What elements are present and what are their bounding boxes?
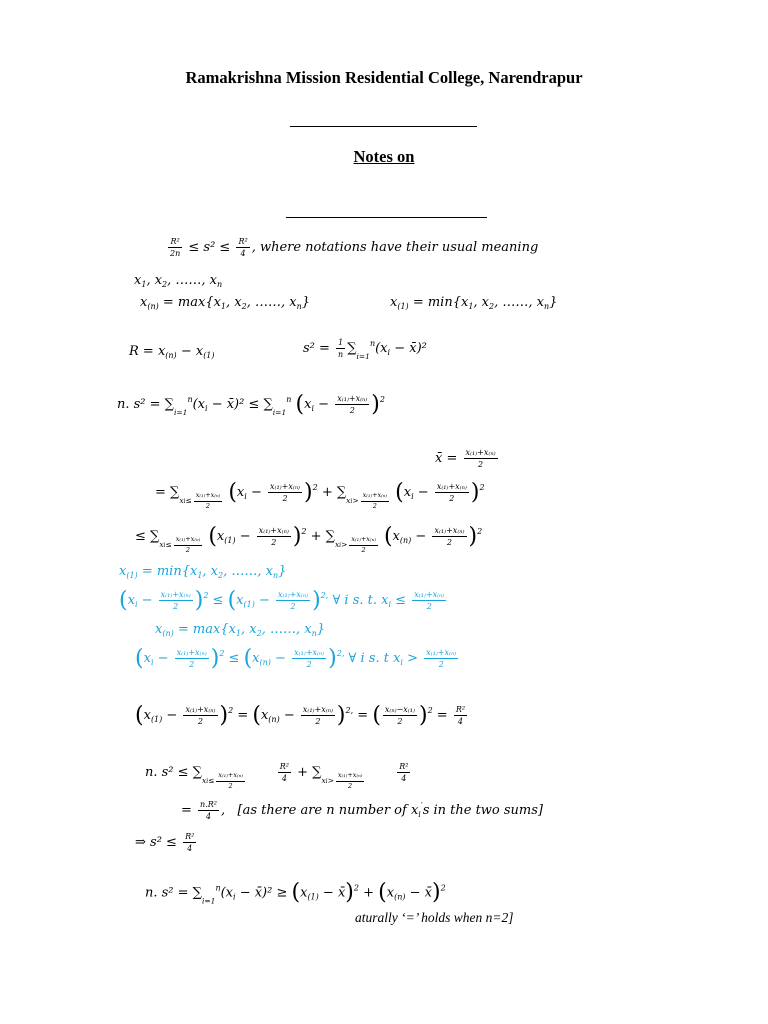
equation-conclusion: ⇒ s² ≤ $\frac{\text{R²}}{4}$	[135, 832, 195, 854]
equation-n-sums: = $\frac{\text{n.R²}}{4}$ , [as there are n number of $x_i's$ in the two sums]	[181, 800, 544, 822]
closing-note: aturally ‘=’ holds when n=2]	[355, 910, 514, 925]
divider-bottom	[286, 217, 487, 218]
equation-tail-text: , where notations have their usual meaning	[251, 240, 539, 256]
equation-split-sum: = $\sum_{xi\le \frac{\text{x₍₁₎+x₍ₙ₎}}{2}}$ ($x_i$ − $\frac{\text{x₍₁₎+x₍ₙ₎}}{2}$ )$^2 + \sum_{xi> \frac{\text{x₍₁₎+x₍ₙ₎}}{2}}$ ($x_i$ − $\frac{\text{x₍₁₎+x₍ₙ₎}}{2}$ )$^2$	[155, 479, 485, 510]
equation-variance: s² = $\frac{1}{n}$ $\sum_{i=1}^n(x_i$ − x̄)²	[303, 338, 427, 362]
equation-sample: $x_1$, $x_2$, ……, $x_n$	[134, 273, 223, 289]
equation-ns2: n. $s^2 = \sum_{i=1}^n(x_i$ − x̄)² ≤ $\sum_{i=1}^n$ ($x_i$ − $\frac{\text{x₍₁₎+x₍ₙ₎}}{2}$ )$^2$	[117, 391, 385, 418]
notes-heading: Notes on	[353, 147, 415, 166]
equation-lower-bound: n. $s^2 = \sum_{i=1}^n(x_i$ − x̄)² ≥ ($x_{(1)}$ − x̄)$^2$ + ($x_{(n)}$ − x̄)$^2$	[145, 880, 446, 906]
college-title: Ramakrishna Mission Residential College, Narendrapur	[185, 68, 583, 87]
equation-range: $R = x_{(n)} - x_{(1)}$	[129, 344, 215, 360]
equation-equal-terms: ($x_{(1)}$ − $\frac{\text{x₍₁₎+x₍ₙ₎}}{2}$ )$^2 = (x_{(n)}$ − $\frac{\text{x₍₁₎+x₍ₙ₎}}{2}$ )$^{2,}$ = ( $\frac{\text{x₍ₙ₎−x₍₁₎}}{2}$ )$^2$ = $\frac{\text{R²}}{4}$	[135, 702, 466, 728]
equation-min: $x_{(1)} = \min\{x_1$, $x_2$, ……, $x_n$}	[390, 295, 558, 311]
note-lower-inequality: ($x_i$ − $\frac{\text{x₍₁₎+x₍ₙ₎}}{2}$ )$^2 \le (x_{(1)}$ − $\frac{\text{x₍₁₎+x₍ₙ₎}}{2}$ )$^{2,}$ ∀ i s. t. $x_i$ ≤ $\frac{\text{x₍₁₎+x₍ₙ₎}}{2}$	[119, 587, 445, 613]
divider-top	[290, 126, 477, 127]
equation-xbar: x̄ = $\frac{\text{x₍₁₎+x₍ₙ₎}}{2}$	[435, 448, 496, 470]
note-max-definition: $x_{(n)} = \max\{x_1$, $x_2$, ……, $x_n$}	[155, 622, 326, 638]
note-min-definition: $x_{(1)} = \min\{x_1$, $x_2$, ……, $x_n$}	[119, 564, 287, 580]
note-n-number-text: [as there are n number of x	[237, 803, 419, 819]
equation-upper-bound: ≤ $\sum_{xi\le \frac{\text{x₍₁₎+x₍ₙ₎}}{2}}$ ($x_{(1)}$ − $\frac{\text{x₍₁₎+x₍ₙ₎}}{2}$ )$^2 + \sum_{xi> \frac{\text{x₍₁₎+x₍ₙ₎}}{2}}$ ($x_{(n)}$ − $\frac{\text{x₍₁₎+x₍ₙ₎}}{2}$ )$^2$	[135, 523, 483, 554]
equation-sum-bound: n. $s^2 \le \sum_{xi\le \frac{\text{x₍₁₎+x₍ₙ₎}}{2}}$ $\frac{\text{R²}}{4}$ + $\sum_{xi> \frac{\text{x₍₁₎+x₍ₙ₎}}{2}}$ $\frac{\text{R²}}{4}$	[145, 762, 409, 790]
note-n-number-tail: s in the two sums]	[422, 803, 544, 819]
note-upper-inequality: ($x_i$ − $\frac{\text{x₍₁₎+x₍ₙ₎}}{2}$ )$^2 \le (x_{(n)}$ − $\frac{\text{x₍₁₎+x₍ₙ₎}}{2}$ )$^{2,}$ ∀ i s. t $x_i$ > $\frac{\text{x₍₁₎+x₍ₙ₎}}{2}$	[135, 645, 457, 671]
equation-max: $x_{(n)} = \max\{x_1$, $x_2$, ……, $x_n$}	[140, 295, 311, 311]
equation-inequality-statement: $\frac{\text{R²}}{2n}$ ≤ s² ≤ $\frac{\text{R²}}{4}$ , where notations have their usual meaning	[170, 237, 539, 259]
